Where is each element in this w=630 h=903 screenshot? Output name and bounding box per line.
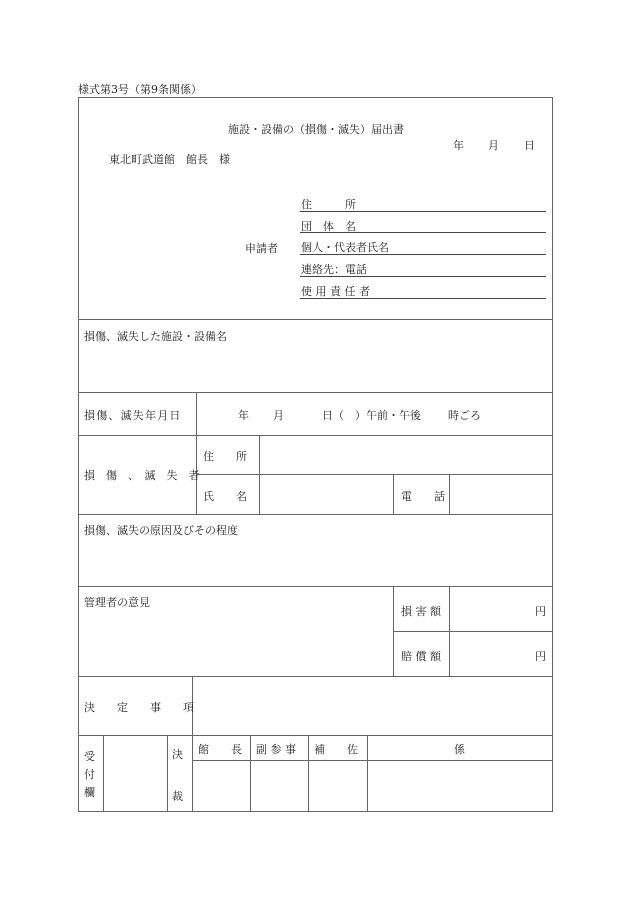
datetime-day: 日（ ）午前・午後 [322,409,421,422]
date-day: 日 [524,139,535,152]
approval-char-1: 決 [172,748,183,761]
divider [78,392,553,393]
datetime-month: 月 [273,409,284,422]
form-number: 様式第3号（第9条関係） [78,83,202,96]
reception-field[interactable] [104,736,166,810]
form-title: 施設・設備の（損傷・滅失）届出書 [228,123,404,136]
damager-address-label-text: 住 所 [203,450,247,463]
approval-char-2: 裁 [172,790,183,803]
divider [196,392,197,514]
approval-stamp-assistant[interactable] [309,761,366,810]
datetime-time: 時ごろ [448,409,481,422]
applicant-phone-label: 連絡先：電話 [301,263,367,276]
datetime-label: 損傷、滅失年月日 [84,409,182,422]
damager-phone-field[interactable] [450,475,551,513]
approval-col-deputy: 副 参 事 [256,743,296,756]
damage-amount-label: 損 害 額 [401,605,441,618]
approval-stamp-staff[interactable] [368,761,551,810]
damage-amount-unit: 円 [535,605,546,618]
damager-address-label [203,448,253,464]
applicant-name-field[interactable] [300,254,546,255]
reception-char-1: 受 [84,750,95,763]
applicant-responsible-field[interactable] [300,298,546,299]
applicant-group-label: 団 体 名 [301,220,356,233]
approval-col-staff: 係 [454,743,465,756]
datetime-year: 年 [238,409,249,422]
applicant-responsible-label: 使 用 責 任 者 [301,285,370,298]
decision-field[interactable] [193,677,551,734]
decision-label: 決 定 事 項 [84,701,194,714]
damager-address-field[interactable] [260,436,551,473]
approval-stamp-deputy[interactable] [251,761,307,810]
date-year: 年 [453,139,464,152]
applicant-address-label: 住 所 [301,198,356,211]
damager-phone-label: 電 話 [401,490,445,503]
cause-field[interactable] [79,540,551,585]
approval-col-assistant: 補 佐 [314,743,358,756]
divider [393,474,394,514]
compensation-amount-unit: 円 [535,650,546,663]
facility-name-label: 損傷、滅失した施設・設備名 [84,330,227,343]
addressee: 東北町武道館 館長 様 [109,153,230,166]
compensation-amount-label: 賠 償 額 [401,650,441,663]
divider [167,735,168,811]
applicant-address-field[interactable] [300,211,546,212]
applicant-label: 申請者 [245,242,278,255]
cause-label: 損傷、滅失の原因及びその程度 [84,524,238,537]
applicant-name-label: 個人・代表者氏名 [301,241,389,254]
facility-name-field[interactable] [79,345,551,391]
reception-char-3: 欄 [84,786,95,799]
divider [78,514,553,515]
manager-opinion-label: 管理者の意見 [84,596,150,609]
approval-col-director: 館 長 [198,743,242,756]
approval-stamp-director[interactable] [193,761,249,810]
date-month: 月 [488,139,499,152]
manager-opinion-field[interactable] [79,612,392,675]
reception-char-2: 付 [84,768,95,781]
applicant-group-field[interactable] [300,232,546,233]
applicant-phone-field[interactable] [300,276,546,277]
damager-name-label: 氏 名 [203,490,247,503]
damager-label: 損 傷 、 滅 失 者 [84,469,200,482]
divider [78,319,553,320]
damager-name-field[interactable] [260,475,392,513]
